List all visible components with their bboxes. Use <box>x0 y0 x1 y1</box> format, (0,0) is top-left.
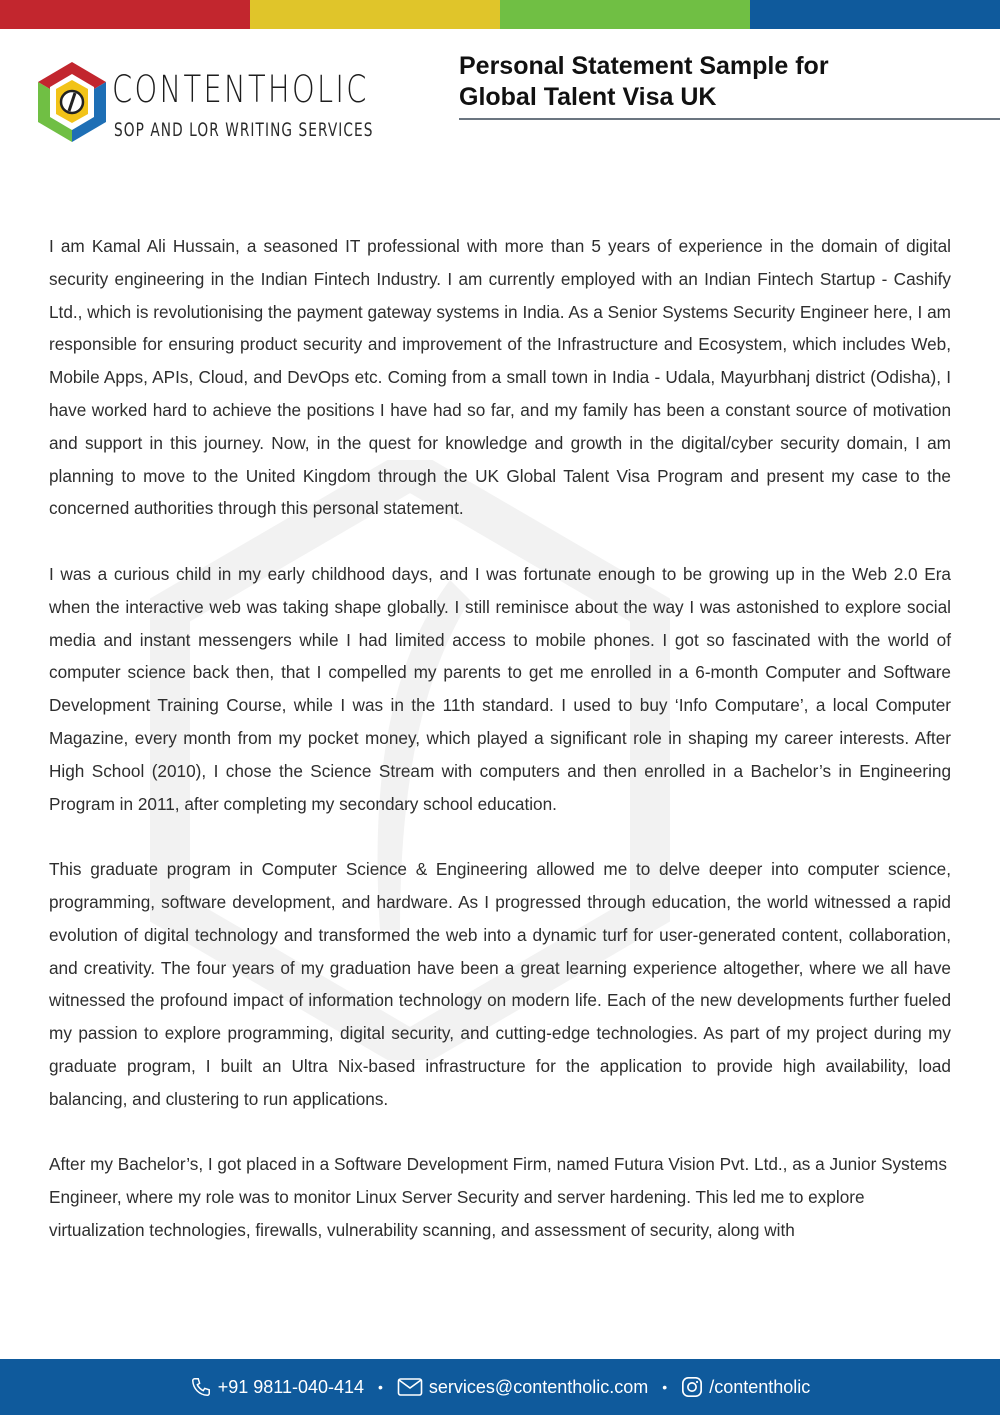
social-handle: /contentholic <box>709 1376 811 1397</box>
instagram-icon <box>681 1376 703 1398</box>
brand-tagline: SOP AND LOR WRITING SERVICES <box>114 119 374 141</box>
footer-contacts <box>0 1359 1000 1415</box>
footer-separator: • <box>662 1379 668 1395</box>
phone-icon <box>190 1376 212 1398</box>
page-title <box>459 51 959 113</box>
top-bar-green <box>500 0 750 29</box>
phone-number: +91 9811-040-414 <box>217 1376 365 1397</box>
footer-social[interactable] <box>681 1376 810 1398</box>
paragraph-4: After my Bachelor’s, I got placed in a Software Development Firm, named Futura Vision Pvt. Ltd., as a Junior Systems Engineer, where my role was to monitor Linux Server Security and server hardening. This led me to explore virtualization technologies, firewalls, vulnerability scanning, and assessment of security, along with <box>49 1154 947 1240</box>
mail-icon <box>397 1377 423 1397</box>
statement-body <box>49 230 951 1247</box>
footer-email[interactable] <box>397 1377 648 1398</box>
page-title-line1: Personal Statement Sample for <box>459 52 829 80</box>
title-divider <box>459 118 1000 120</box>
top-color-bar <box>0 0 1000 29</box>
top-bar-yellow <box>250 0 500 29</box>
footer-bar <box>0 1359 1000 1415</box>
paragraph-1: I am Kamal Ali Hussain, a seasoned IT professional with more than 5 years of experience in the domain of digital security engineering in the Indian Fintech Industry. I am currently employed with an Indian Fintech Startup - Cashify Ltd., which is revolutionising the payment gateway systems in India. As a Senior Systems Security Engineer here, I am responsible for ensuring product security and improvement of the Infrastructure and Ecosystem, which includes Web, Mobile Apps, APIs, Cloud, and DevOps etc. Coming from a small town in India - Udala, Mayurbhanj district (Odisha), I have worked hard to achieve the positions I have had so far, and my family has been a constant source of motivation and support in this journey. Now, in the quest for knowledge and growth in the digital/cyber security domain, I am planning to move to the United Kingdom through the UK Global Talent Visa Program and present my case to the concerned authorities through this personal statement. <box>49 236 951 519</box>
brand-name: CONTENTHOLIC <box>112 68 369 111</box>
top-bar-red <box>0 0 250 29</box>
paragraph-3: This graduate program in Computer Science & Engineering allowed me to delve deeper into computer science, programming, software development, and hardware. As I progressed through education, the world witnessed a rapid evolution of digital technology and transformed the web into a dynamic turf for user-generated content, collaboration, and creativity. The four years of my graduation have been a great learning experience altogether, where we all have witnessed the profound impact of information technology on modern life. Each of the new developments further fueled my passion to explore programming, digital security, and cutting-edge technologies. As part of my project during my graduate program, I built an Ultra Nix-based infrastructure for the application to provide high availability, load balancing, and clustering to run applications. <box>49 859 951 1109</box>
footer-separator: • <box>378 1379 383 1395</box>
email-address: services@contentholic.com <box>428 1376 649 1397</box>
top-bar-blue <box>750 0 1000 29</box>
paragraph-2: I was a curious child in my early childhood days, and I was fortunate enough to be growing up in the Web 2.0 Era when the interactive web was taking shape globally. I still reminisce about the way I was astonished to explore social media and instant messengers while I had limited access to mobile phones. I got so fascinated with the world of computer science back then, that I compelled my parents to get me enrolled in a 6-month Computer and Software Development Training Course, while I was in the 11th standard. I used to buy ‘Info Computare’, a local Computer Magazine, every month from my pocket money, which played a significant role in shaping my career interests. After High School (2010), I chose the Science Stream with computers and then enrolled in a Bachelor’s in Engineering Program in 2011, after completing my secondary school education. <box>49 563 951 814</box>
page-title-line2: Global Talent Visa UK <box>459 83 717 111</box>
footer-phone[interactable] <box>190 1376 364 1398</box>
